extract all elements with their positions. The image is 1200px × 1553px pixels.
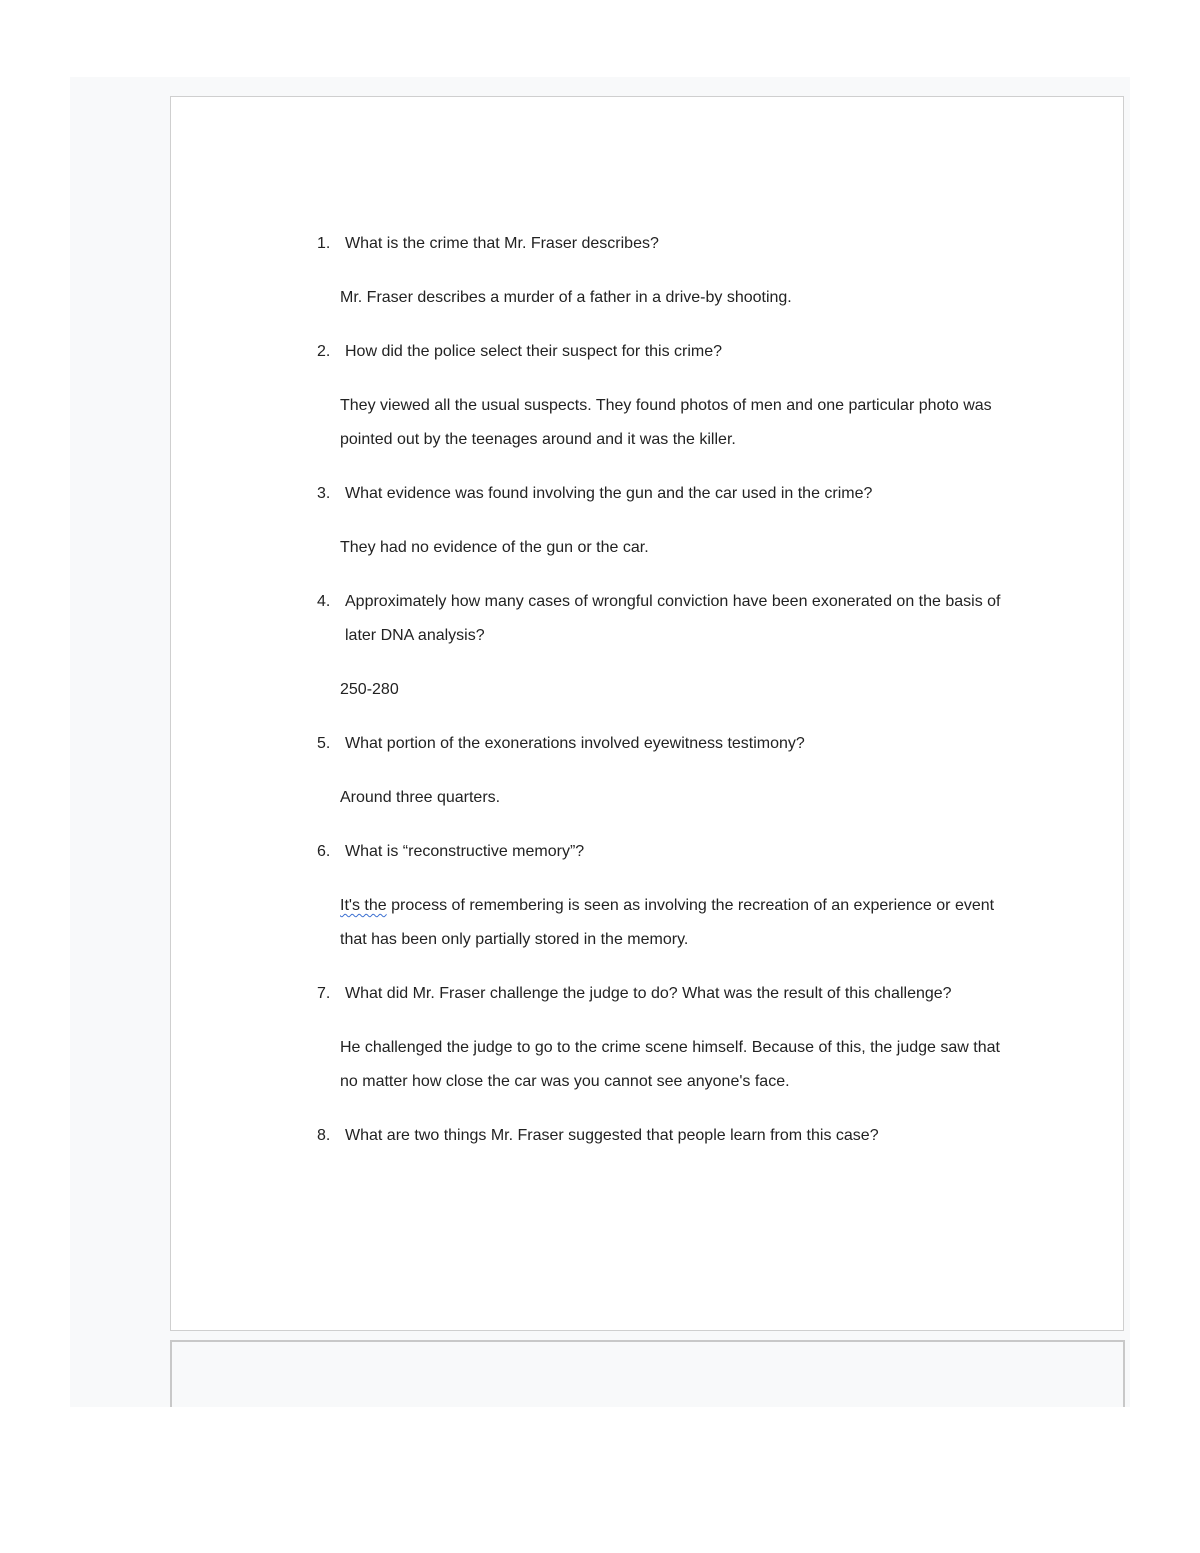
question-number: 5.: [317, 735, 331, 752]
question-text: What are two things Mr. Fraser suggested that people learn from this case?: [345, 1127, 879, 1144]
question-list: [315, 227, 1015, 1173]
question-number: 1.: [317, 235, 331, 252]
answer-2[interactable]: They viewed all the usual suspects. They found photos of men and one particular photo was pointed out by the teenages around and it was the killer.: [340, 397, 992, 448]
question-7: [315, 977, 1015, 1011]
question-6: [315, 835, 1015, 869]
question-text: What evidence was found involving the gun and the car used in the crime?: [345, 485, 873, 502]
question-8: [315, 1119, 1015, 1153]
answer-text: process of remembering is seen as involving the recreation of an experience or event that has been only partially stored in the memory.: [340, 897, 995, 948]
question-1: [315, 227, 1015, 261]
question-text: Approximately how many cases of wrongful conviction have been exonerated on the basis of later DNA analysis?: [345, 593, 1001, 644]
question-text: What is “reconstructive memory”?: [345, 843, 585, 860]
question-text: How did the police select their suspect for this crime?: [345, 343, 723, 360]
next-page: [170, 1340, 1125, 1407]
answer-6[interactable]: [315, 889, 1015, 957]
question-number: 8.: [317, 1127, 331, 1144]
question-5: [315, 727, 1015, 761]
answer-7[interactable]: He challenged the judge to go to the crime scene himself. Because of this, the judge saw that no matter how close the car was you cannot see anyone's face.: [340, 1039, 1000, 1090]
question-3: [315, 477, 1015, 511]
question-text: What did Mr. Fraser challenge the judge to do? What was the result of this challenge?: [345, 985, 952, 1002]
question-text: What portion of the exonerations involved eyewitness testimony?: [345, 735, 805, 752]
answer-5[interactable]: Around three quarters.: [340, 789, 501, 806]
answer-4[interactable]: 250-280: [340, 681, 399, 698]
question-number: 2.: [317, 343, 331, 360]
document-page: [170, 96, 1124, 1331]
question-number: 6.: [317, 843, 331, 860]
answer-1[interactable]: Mr. Fraser describes a murder of a father in a drive-by shooting.: [340, 289, 792, 306]
spellcheck-flagged-text[interactable]: It's the: [340, 897, 387, 914]
answer-3[interactable]: They had no evidence of the gun or the car.: [340, 539, 649, 556]
question-2: [315, 335, 1015, 369]
question-4: [315, 585, 1015, 653]
question-number: 7.: [317, 985, 331, 1002]
question-text: What is the crime that Mr. Fraser describes?: [345, 235, 659, 252]
question-number: 4.: [317, 593, 331, 610]
question-number: 3.: [317, 485, 331, 502]
